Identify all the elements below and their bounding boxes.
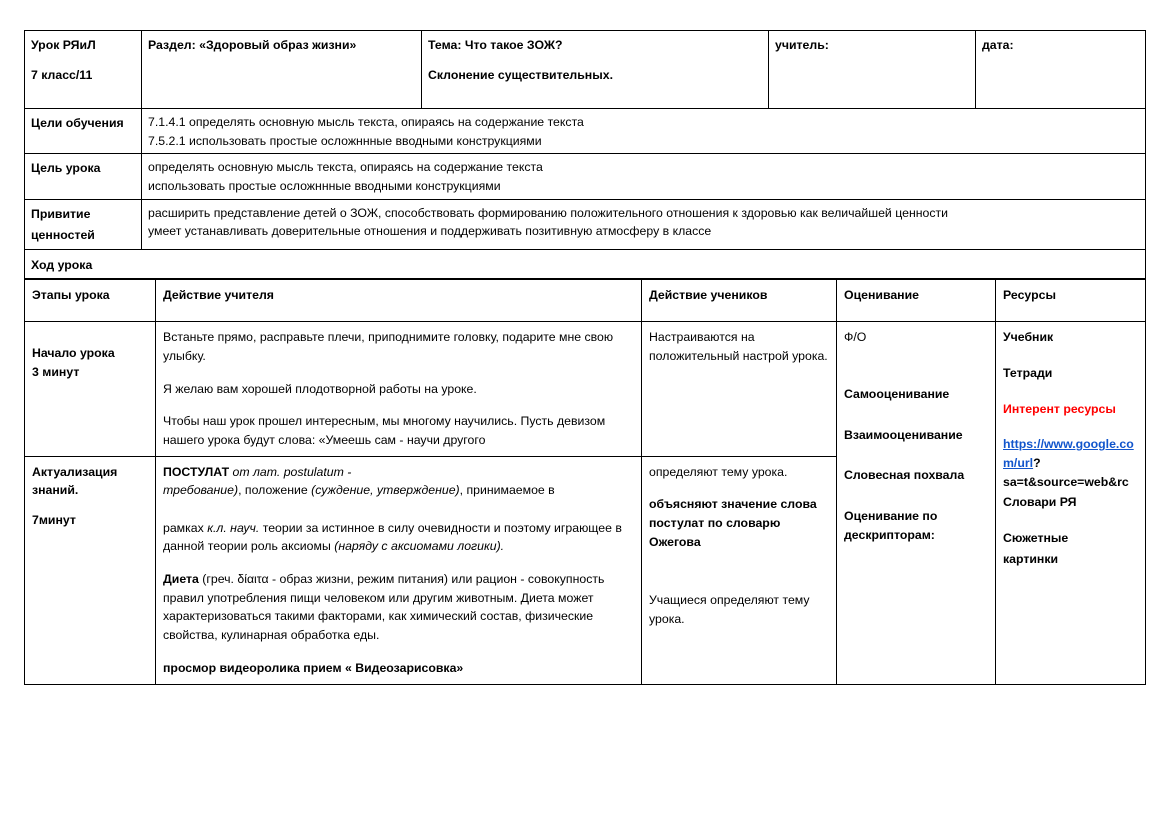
goal-line: использовать простые осложннные вводными конструкциями [148, 179, 501, 194]
teacher-paragraph: Чтобы наш урок прошел интересным, мы многому научились. Пусть девизом нашего урока будут слова: «Умеешь сам - научи другого [163, 414, 606, 447]
lesson-goal-label: Цель урока [25, 154, 142, 199]
lesson-name: Урок РЯиЛ [31, 38, 96, 52]
values-row [25, 199, 1146, 249]
topic-subtitle: Склонение существительных. [428, 67, 613, 82]
course-of-lesson-label: Ход урока [25, 249, 1146, 279]
teacher-action-cell-actualization [156, 456, 642, 684]
assessment-cell [837, 322, 996, 684]
teacher-action-cell-start [156, 322, 642, 456]
col-header-resources: Ресурсы [996, 280, 1146, 322]
stage-duration: 7минут [32, 513, 76, 528]
assessment-self: Самооценивание [844, 386, 950, 401]
plan-header-row [25, 280, 1146, 322]
lesson-goal-value [142, 154, 1146, 199]
student-paragraph-bold: объясняют значение слова постулат по словарю Ожегова [649, 497, 817, 549]
course-of-lesson-row [25, 249, 1146, 279]
teacher-cell [769, 31, 976, 109]
col-header-student-action: Действие учеников [642, 280, 837, 322]
postulate-judgement: (суждение, утверждение) [311, 483, 460, 498]
diet-text: (греч. δίαιτα - образ жизни, режим питания) или рацион - совокупность правил употребления пищи человеком или другим животным. Диета может характеризоваться такими факторами, как химический состав, физические свойства, кулинарная обработка еды. [163, 572, 605, 643]
date-label: дата: [982, 38, 1014, 52]
objective-line: 7.1.4.1 определять основную мысль текста, опираясь на содержание текста [148, 115, 584, 129]
lesson-class: 7 класс/11 [31, 67, 93, 82]
assessment-descriptors: Оценивание по дескрипторам: [844, 508, 938, 542]
values-label-line: Привитие [31, 206, 91, 221]
student-paragraph: определяют тему урока. [649, 464, 788, 479]
lesson-header-table [24, 30, 1146, 279]
assessment-peer: Взаимооценивание [844, 427, 963, 442]
topic-title: Тема: Что такое ЗОЖ? [428, 38, 563, 52]
resource-notebooks: Тетради [1003, 365, 1053, 380]
postulate-req: требование) [163, 483, 239, 498]
diet-term: Диета [163, 572, 199, 587]
student-action-cell-actualization [642, 456, 837, 684]
postulate-plain-c: рамках [163, 520, 208, 535]
resource-pictures-line1: Сюжетные [1003, 531, 1069, 546]
resources-cell [996, 322, 1146, 684]
learning-objectives-row [25, 109, 1146, 154]
postulate-definition [163, 463, 634, 556]
stage-duration: 3 минут [32, 364, 80, 379]
section-label: Раздел: «Здоровый образ жизни» [148, 38, 357, 52]
values-line: умеет устанавливать доверительные отношения и поддерживать позитивную атмосферу в классе [148, 224, 712, 239]
col-header-stages: Этапы урока [25, 280, 156, 322]
teacher-paragraph: Встаньте прямо, расправьте плечи, приподнимите головку, подарите мне свою улыбку. [163, 330, 614, 363]
postulate-latin: от лат. postulatum - [232, 464, 352, 479]
postulate-term: ПОСТУЛАТ [163, 464, 230, 479]
learning-objectives-label: Цели обучения [25, 109, 142, 154]
google-url-tail: ?sa=t&source=web&rc [1003, 455, 1129, 489]
values-line: расширить представление детей о ЗОЖ, способствовать формированию положительного отношения к здоровью как величайшей ценности [148, 205, 949, 220]
postulate-plain-b: , принимаемое в [459, 483, 555, 498]
diet-definition [163, 570, 634, 645]
postulate-plain-d: теории за истинное в силу очевидности и поэтому играющее в данной теории роль аксиомы [163, 520, 622, 554]
lesson-id-cell [25, 31, 142, 109]
date-cell [976, 31, 1146, 109]
teacher-paragraph: Я желаю вам хорошей плодотворной работы на уроке. [163, 381, 477, 396]
objective-line: 7.5.2.1 использовать простые осложннные вводными конструкциями [148, 133, 542, 148]
col-header-teacher-action: Действие учителя [156, 280, 642, 322]
col-header-assessment: Оценивание [837, 280, 996, 322]
resource-pictures-line2: картинки [1003, 551, 1059, 566]
header-row [25, 31, 1146, 109]
video-activity: просмор видеоролика прием « Видеозарисовка» [163, 660, 464, 675]
topic-cell [422, 31, 769, 109]
lesson-goal-row [25, 154, 1146, 199]
goal-line: определять основную мысль текста, опираясь на содержание текста [148, 160, 543, 175]
stage-cell-actualization [25, 456, 156, 684]
table-row [25, 322, 1146, 456]
resource-internet-label: Интерент ресурсы [1003, 401, 1116, 416]
resource-link-wrapper[interactable] [1003, 435, 1138, 491]
values-label-line: ценностей [31, 227, 95, 242]
student-paragraph: Настраиваются на положительный настрой урока. [649, 330, 828, 363]
student-action-cell-start [642, 322, 837, 456]
section-cell [142, 31, 422, 109]
stage-name: Актуализация [32, 464, 118, 479]
teacher-label: учитель: [775, 38, 829, 52]
values-value [142, 199, 1146, 249]
postulate-plain-a: , положение [238, 483, 312, 498]
spacer [31, 55, 135, 66]
spacer [32, 500, 148, 511]
google-url-link[interactable]: https://www.google.com/url [1003, 437, 1134, 470]
postulate-axioms: (наряду с аксиомами логики). [334, 539, 505, 554]
postulate-sci: к.л. науч. [207, 520, 260, 535]
stage-name: Начало урока [32, 346, 115, 361]
stage-name-cont: знаний. [32, 483, 79, 498]
assessment-fo: Ф/О [844, 330, 867, 345]
student-paragraph: Учащиеся определяют тему урока. [649, 593, 810, 627]
values-label [25, 199, 142, 249]
resource-dictionaries: Словари РЯ [1003, 495, 1077, 510]
lesson-plan-sheet [24, 30, 1145, 685]
lesson-plan-table [24, 279, 1146, 684]
stage-cell-start [25, 322, 156, 456]
learning-objectives-value [142, 109, 1146, 154]
resource-textbook: Учебник [1003, 330, 1054, 345]
assessment-praise: Словесная похвала [844, 468, 965, 483]
spacer [428, 55, 762, 66]
